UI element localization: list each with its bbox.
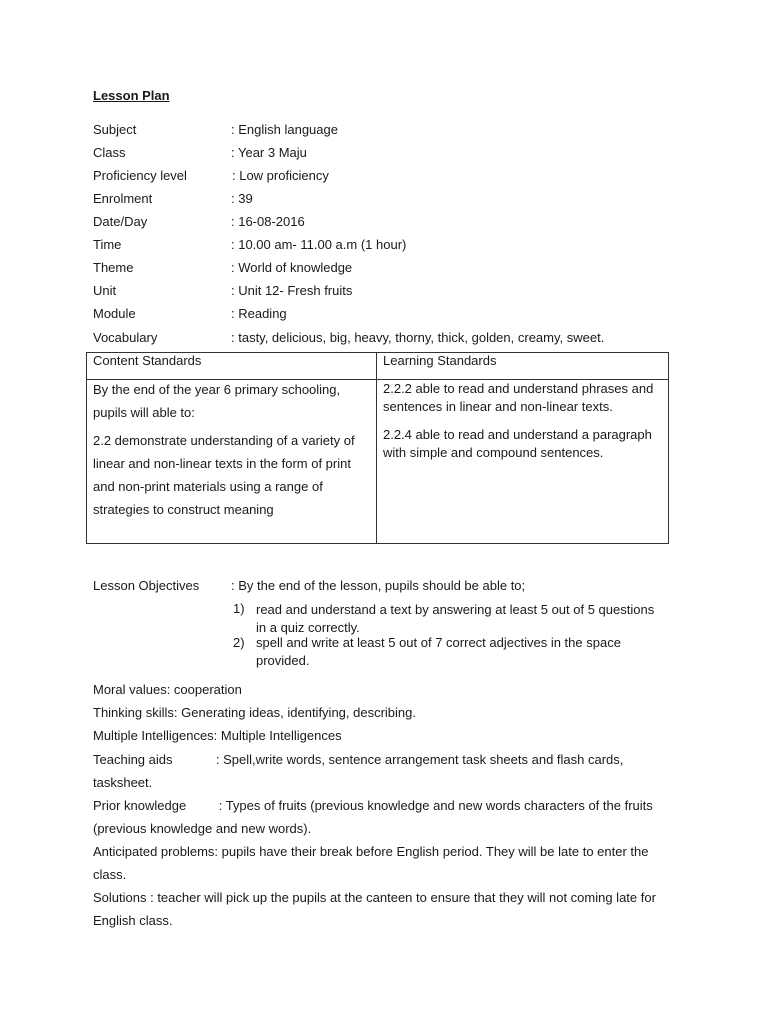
- learning-item-1: 2.2.2 able to read and understand phrases and sentences in linear and non-linear texts.: [383, 381, 654, 414]
- objective-text-1: read and understand a text by answering at least 5 out of 5 questions in a quiz correctly.: [256, 602, 655, 635]
- info-value-date: : 16-08-2016: [231, 214, 305, 229]
- objective-num-2: 2): [233, 635, 245, 650]
- content-standards-header-label: Content Standards: [93, 353, 202, 368]
- info-value-module: : Reading: [231, 306, 287, 321]
- info-value-subject: : English language: [231, 122, 338, 137]
- standards-table: [86, 352, 669, 544]
- multiple-intelligences: Multiple Intelligences: Multiple Intelligences: [93, 728, 342, 743]
- info-value-unit: : Unit 12- Fresh fruits: [231, 283, 353, 298]
- info-key-proficiency: Proficiency level: [93, 168, 187, 183]
- info-key-module: Module: [93, 306, 136, 321]
- thinking-skills: Thinking skills: Generating ideas, identifying, describing.: [93, 705, 417, 720]
- info-key-date: Date/Day: [93, 214, 148, 229]
- info-key-enrolment: Enrolment: [93, 191, 153, 206]
- learning-standards-cell: [377, 380, 669, 544]
- teaching-aids: Teaching aids : Spell,write words, sentence arrangement task sheets and flash cards, tasksheet.: [93, 752, 628, 790]
- page-title: Lesson Plan: [93, 88, 170, 103]
- moral-values: Moral values: cooperation: [93, 682, 242, 697]
- info-value-enrolment: : 39: [231, 191, 253, 206]
- learning-standards-header-label: Learning Standards: [383, 353, 497, 368]
- info-value-class: : Year 3 Maju: [231, 145, 307, 160]
- info-value-theme: : World of knowledge: [231, 260, 353, 275]
- solutions: Solutions : teacher will pick up the pupils at the canteen to ensure that they will not coming late for English class.: [93, 890, 656, 928]
- content-item: 2.2 demonstrate understanding of a variety of linear and non-linear texts in the form of print and non-print materials using a range of strategies to construct meaning: [93, 433, 355, 517]
- objectives-label: Lesson Objectives: [93, 578, 200, 593]
- content-standards-header: [87, 353, 377, 380]
- objectives-intro: : By the end of the lesson, pupils should be able to;: [231, 578, 526, 593]
- objective-num-1: 1): [233, 601, 245, 616]
- info-key-vocabulary: Vocabulary: [93, 330, 158, 345]
- info-key-class: Class: [93, 145, 126, 160]
- learning-item-2: 2.2.4 able to read and understand a paragraph with simple and compound sentences.: [383, 427, 652, 460]
- info-key-time: Time: [93, 237, 122, 252]
- content-intro: By the end of the year 6 primary schooling, pupils will able to:: [93, 382, 341, 420]
- info-value-time: : 10.00 am- 11.00 a.m (1 hour): [231, 237, 407, 252]
- info-value-vocabulary: : tasty, delicious, big, heavy, thorny, thick, golden, creamy, sweet.: [231, 330, 605, 345]
- info-key-unit: Unit: [93, 283, 117, 298]
- info-value-proficiency: : Low proficiency: [232, 168, 329, 183]
- prior-knowledge: Prior knowledge : Types of fruits (previous knowledge and new words characters of the fruits (previous knowledge and new words).: [93, 798, 657, 836]
- objective-text-2: spell and write at least 5 out of 7 correct adjectives in the space provided.: [256, 635, 621, 668]
- anticipated-problems: Anticipated problems: pupils have their break before English period. They will be late to enter the class.: [93, 844, 649, 882]
- learning-standards-header: [377, 353, 669, 380]
- info-key-subject: Subject: [93, 122, 137, 137]
- content-standards-cell: [87, 380, 377, 544]
- info-key-theme: Theme: [93, 260, 134, 275]
